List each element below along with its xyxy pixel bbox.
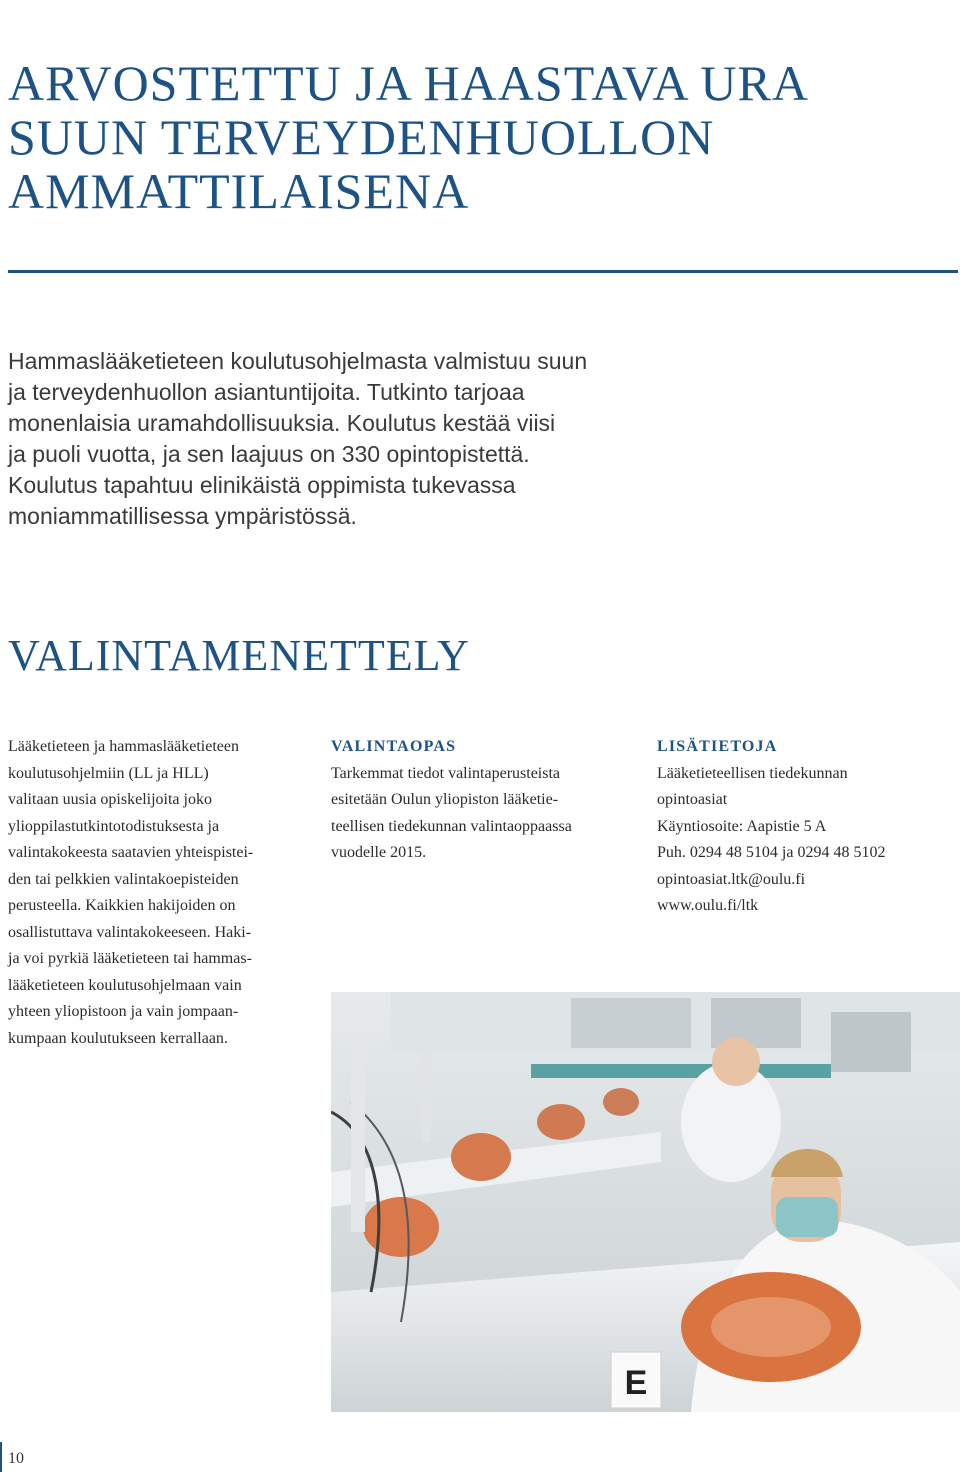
title-line: ARVOSTETTU JA HAASTAVA URA — [8, 55, 809, 111]
title-line: SUUN TERVEYDENHUOLLON — [8, 109, 715, 165]
selection-guide-heading: VALINTAOPAS — [331, 738, 457, 755]
website-link[interactable]: www.oulu.fi/ltk — [657, 897, 759, 914]
phone-line: Puh. 0294 48 5104 ja 0294 48 5102 — [657, 844, 886, 861]
body-line: opintoasiat — [657, 791, 728, 808]
page-number: 10 — [8, 1450, 24, 1467]
body-line: Lääketieteen ja hammaslääketieteen — [8, 738, 239, 755]
body-line: kumpaan koulutukseen kerrallaan. — [8, 1029, 228, 1047]
selection-guide-column — [331, 734, 636, 867]
lead-paragraph — [8, 346, 708, 532]
title-line: AMMATTILAISENA — [8, 163, 470, 219]
body-line: ylioppilastutkintotodistuksesta ja — [8, 817, 220, 835]
selection-text-column — [8, 734, 313, 1052]
lead-line: moniammatillisessa ympäristössä. — [8, 503, 357, 529]
more-info-heading: LISÄTIETOJA — [657, 738, 778, 755]
page-title — [8, 56, 908, 218]
body-line: den tai pelkkien valintakoepisteiden — [8, 870, 239, 888]
body-line: esitetään Oulun yliopiston lääketie- — [331, 791, 559, 808]
lead-line: Koulutus tapahtuu elinikäistä oppimista tukevassa — [8, 472, 516, 498]
lead-line: ja puoli vuotta, ja sen laajuus on 330 opintopistettä. — [8, 441, 530, 467]
body-line: perusteella. Kaikkien hakijoiden on — [8, 897, 236, 914]
lead-line: monenlaisia uramahdollisuuksia. Koulutus kestää viisi — [8, 410, 556, 436]
lead-line: ja terveydenhuollon asiantuntijoita. Tutkinto tarjoaa — [8, 379, 525, 405]
title-divider — [8, 270, 958, 273]
body-line: vuodelle 2015. — [331, 844, 427, 861]
photo-illustration — [331, 992, 960, 1412]
page-number-marker — [0, 1442, 2, 1472]
address-line: Käyntiosoite: Aapistie 5 A — [657, 817, 827, 835]
cabinet-sign-letter: E — [624, 1364, 648, 1402]
lead-line: Hammaslääketieteen koulutusohjelmasta valmistuu suun — [8, 348, 588, 374]
body-line: teellisen tiedekunnan valintaoppaassa — [331, 817, 572, 835]
body-line: valintakokeesta saatavien yhteispistei- — [8, 844, 254, 861]
body-line: valitaan uusia opiskelijoita joko — [8, 791, 212, 808]
body-line: Tarkemmat tiedot valintaperusteista — [331, 764, 561, 782]
body-line: koulutusohjelmiin (LL ja HLL) — [8, 764, 209, 782]
dental-students-photo — [331, 992, 960, 1412]
more-info-column — [657, 734, 957, 920]
body-line: Lääketieteellisen tiedekunnan — [657, 764, 848, 782]
body-line: osallistuttava valintakokeeseen. Haki- — [8, 923, 252, 941]
body-line: lääketieteen koulutusohjelmaan vain — [8, 976, 242, 994]
section-heading: VALINTAMENETTELY — [8, 631, 470, 680]
body-line: yhteen yliopistoon ja vain jompaan- — [8, 1003, 239, 1020]
body-line: ja voi pyrkiä lääketieteen tai hammas- — [8, 950, 252, 967]
email-link[interactable]: opintoasiat.ltk@oulu.fi — [657, 870, 806, 888]
